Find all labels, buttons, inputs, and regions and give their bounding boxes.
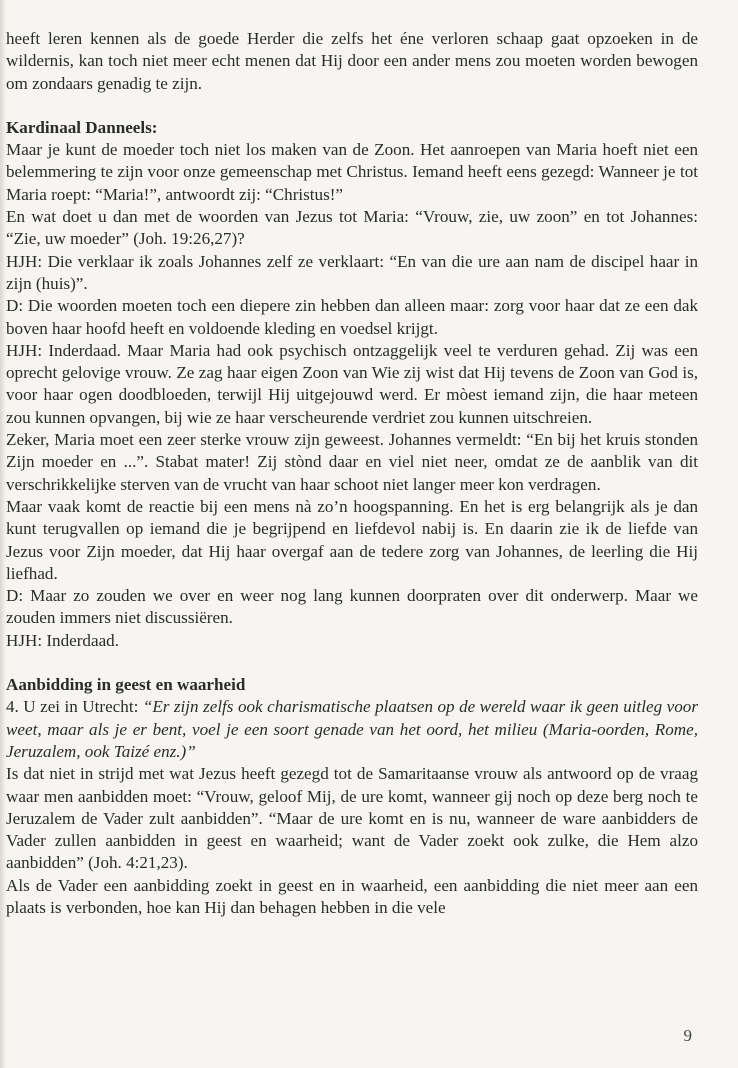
page-number: 9 [683, 1026, 692, 1045]
heading-kardinaal: Kardinaal Danneels: [6, 117, 158, 137]
question-lead: 4. U zei in Utrecht: [6, 697, 143, 717]
paragraph: Als de Vader een aanbidding zoekt in geest en in waarheid, een aanbidding die niet meer aan een plaats is verbonden, hoe kan Hij dan behagen hebben in die vele [6, 875, 698, 917]
paragraph: HJH: Inderdaad. [6, 630, 119, 650]
paragraph-question [6, 696, 698, 763]
paragraph: En wat doet u dan met de woorden van Jezus tot Maria: “Vrouw, zie, uw zoon” en tot Johannes: “Zie, uw moeder” (Joh. 19:26,27)? [6, 207, 698, 249]
paragraph: Zeker, Maria moet een zeer sterke vrouw zijn geweest. Johannes vermeldt: “En bij het kruis stonden Zijn moeder en ...”. Stabat mater! Zij stònd daar en viel niet neer, omdat ze de aanblik van dit verschrikkelijke sterven van de vrucht van haar schoot niet langer meer kon verdragen. [6, 430, 698, 494]
question-quote: “Er zijn zelfs ook charismatische plaatsen op de wereld waar ik geen uitleg voor weet, maar als je er bent, voel je een soort genade van het oord, het milieu (Maria-oorden, Rome, Jeruzalem, ook Taizé enz.)” [6, 697, 698, 761]
body-text [6, 28, 698, 919]
paragraph: HJH: Inderdaad. Maar Maria had ook psychisch ontzaggelijk veel te verduren gehad. Zij was een oprecht gelovige vrouw. Ze zag haar eigen Zoon van Wie zij wist dat Hij tevens de Zoon van God is, voor haar ogen doodbloeden, terwijl Hij uitgejouwd werd. Er mòest iemand zijn, die haar meteen zou kunnen opvangen, bij wie ze haar verscheurende verdriet zou kunnen uitschreien. [6, 340, 698, 427]
paragraph: Maar je kunt de moeder toch niet los maken van de Zoon. Het aanroepen van Maria hoeft niet een belemmering te zijn voor onze gemeenschap met Christus. Iemand heeft eens gezegd: Wanneer je tot Maria roept: “Maria!”, antwoordt zij: “Christus!” [6, 140, 698, 204]
heading-aanbidding: Aanbidding in geest en waarheid [6, 675, 246, 695]
paragraph: D: Die woorden moeten toch een diepere zin hebben dan alleen maar: zorg voor haar dat ze een dak boven haar hoofd heeft en voldoende kleding en voedsel krijgt. [6, 296, 698, 338]
paragraph: Is dat niet in strijd met wat Jezus heeft gezegd tot de Samaritaanse vrouw als antwoord op de vraag waar men aanbidden moet: “Vrouw, geloof Mij, de ure komt, wanneer gij noch op deze berg noch te Jeruzalem de Vader zult aanbidden”. “Maar de ure komt en is nu, wanneer de ware aanbidders de Vader zullen aanbidden in geest en waarheid; want de Vader zoekt ook zulke, die Hem alzo aanbidden” (Joh. 4:21,23). [6, 764, 698, 873]
paragraph: HJH: Die verklaar ik zoals Johannes zelf ze verklaart: “En van die ure aan nam de discipel haar in zijn (huis)”. [6, 251, 698, 293]
paragraph: D: Maar zo zouden we over en weer nog lang kunnen doorpraten over dit onderwerp. Maar we zouden immers niet discussiëren. [6, 586, 698, 628]
paragraph: Maar vaak komt de reactie bij een mens nà zo’n hoogspanning. En het is erg belangrijk als je dan kunt terugvallen op iemand die je begrijpend en liefdevol nabij is. En daarin zie ik de liefde van Jezus voor Zijn moeder, dat Hij haar overgaf aan de tedere zorg van Johannes, de leerling die Hij liefhad. [6, 496, 698, 583]
paragraph-intro: heeft leren kennen als de goede Herder die zelfs het éne verloren schaap gaat opzoeken in de wildernis, kan toch niet meer echt menen dat Hij door een ander mens zou moeten worden bewogen om zondaars genadig te zijn. [6, 29, 698, 93]
